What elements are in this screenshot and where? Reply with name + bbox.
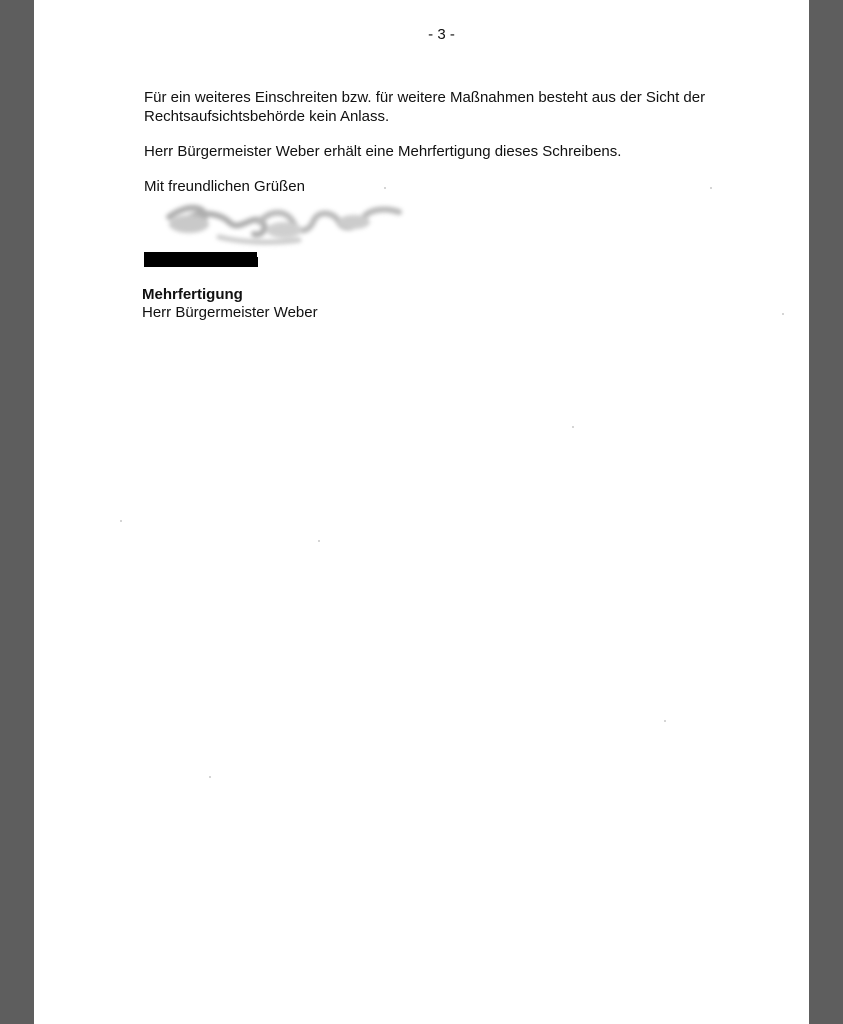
copy-recipient: Herr Bürgermeister Weber [142,304,318,321]
closing-greeting: Mit freundlichen Grüßen [144,178,305,195]
paragraph-line: Rechtsaufsichtsbehörde kein Anlass. [144,108,390,125]
redaction-bar [144,252,257,267]
paragraph-no-further-action [144,88,744,126]
redaction-mark [255,257,258,267]
paragraph-line: Für ein weiteres Einschreiten bzw. für weitere Maßnahmen besteht aus der Sicht der [144,89,706,106]
scan-speck [782,313,784,315]
scan-speck [209,776,211,778]
scan-speck [120,520,122,522]
scan-speck [318,540,320,542]
document-page [34,0,809,1024]
scan-speck [384,187,386,189]
paragraph-copy-notice: Herr Bürgermeister Weber erhält eine Mehrfertigung dieses Schreibens. [144,143,622,160]
scan-speck [710,187,712,189]
page-number: - 3 - [428,26,455,43]
scan-speck [572,426,574,428]
scan-speck [664,720,666,722]
copy-heading: Mehrfertigung [142,286,243,303]
signature-blurred [159,192,409,252]
